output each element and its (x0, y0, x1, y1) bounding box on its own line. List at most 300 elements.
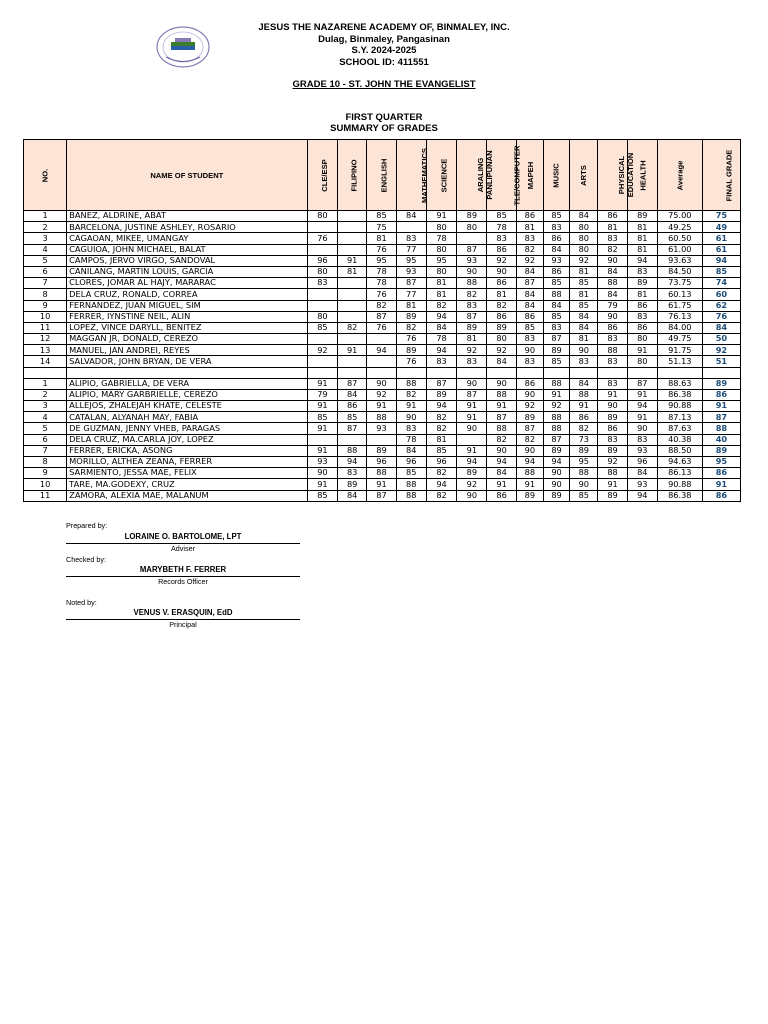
col-header-subject: MUSIC (543, 140, 570, 211)
subject-grade: 86 (627, 322, 657, 333)
subject-grade: 86 (517, 378, 544, 389)
subject-grade: 84 (627, 468, 657, 479)
subject-grade: 86 (517, 311, 544, 322)
subject-grade: 86 (598, 322, 628, 333)
subject-grade: 91 (396, 401, 426, 412)
subject-grade: 94 (426, 479, 457, 490)
table-row (24, 423, 741, 434)
row-number: 8 (24, 456, 67, 467)
subject-grade: 90 (598, 255, 628, 266)
subject-grade: 91 (307, 423, 338, 434)
empty-cell (426, 367, 457, 378)
subject-grade: 86 (487, 311, 517, 322)
final-grade: 74 (702, 278, 740, 289)
subject-grade (367, 434, 397, 445)
subject-grade: 90 (457, 378, 487, 389)
subject-grade: 80 (487, 334, 517, 345)
final-grade: 87 (702, 412, 740, 423)
subject-grade: 76 (396, 356, 426, 367)
row-number: 14 (24, 356, 67, 367)
student-name: MAGGAN JR, DONALD, CEREZO (67, 334, 307, 345)
subject-grade: 77 (396, 289, 426, 300)
subject-grade: 83 (598, 378, 628, 389)
subject-grade: 94 (627, 490, 657, 501)
table-row (24, 233, 741, 244)
subject-grade: 85 (543, 211, 570, 222)
subject-grade: 93 (457, 255, 487, 266)
subject-grade (338, 289, 367, 300)
subject-grade: 87 (517, 278, 544, 289)
subject-grade: 88 (598, 278, 628, 289)
row-number: 9 (24, 468, 67, 479)
student-name: FERRER, ERICKA, ASONG (67, 445, 307, 456)
subject-grade: 80 (627, 356, 657, 367)
subject-grade: 78 (426, 233, 457, 244)
checked-by-label: Checked by: (66, 555, 106, 564)
subject-grade: 80 (426, 244, 457, 255)
row-number: 3 (24, 233, 67, 244)
subject-grade: 73 (570, 434, 598, 445)
table-row (24, 278, 741, 289)
subject-grade: 91 (457, 445, 487, 456)
subject-grade: 88 (396, 479, 426, 490)
average-grade: 84.50 (657, 266, 702, 277)
subject-grade: 91 (570, 401, 598, 412)
final-grade: 49 (702, 222, 740, 233)
noted-by-role: Principal (169, 620, 197, 629)
subject-grade: 89 (487, 322, 517, 333)
student-name: DE GUZMAN, JENNY VHEB, PARAGAS (67, 423, 307, 434)
final-grade: 86 (702, 389, 740, 400)
subject-grade: 84 (570, 322, 598, 333)
subject-grade: 85 (487, 211, 517, 222)
subject-grade: 90 (487, 445, 517, 456)
average-grade: 84.00 (657, 322, 702, 333)
subject-grade: 82 (426, 490, 457, 501)
average-grade: 87.13 (657, 412, 702, 423)
empty-cell (543, 367, 570, 378)
student-name: LOPEZ, VINCE DARYLL, BENITEZ (67, 322, 307, 333)
final-grade: 60 (702, 289, 740, 300)
average-grade: 76.13 (657, 311, 702, 322)
subject-grade: 85 (338, 412, 367, 423)
student-name: DELA CRUZ, RONALD, CORREA (67, 289, 307, 300)
grades-body (24, 211, 741, 502)
subject-grade: 92 (457, 345, 487, 356)
final-grade: 84 (702, 322, 740, 333)
row-number: 7 (24, 445, 67, 456)
noted-by-name: VENUS V. ERASQUIN, EdD (133, 608, 233, 617)
subject-grade: 81 (457, 334, 487, 345)
subject-grade (396, 222, 426, 233)
subject-grade: 87 (396, 278, 426, 289)
subject-grade (338, 211, 367, 222)
subject-grade: 88 (543, 423, 570, 434)
prepared-by-name: LORAINE O. BARTOLOME, LPT (124, 532, 242, 541)
subject-grade: 82 (367, 300, 397, 311)
subject-grade (307, 434, 338, 445)
row-number: 9 (24, 300, 67, 311)
subject-grade: 87 (457, 311, 487, 322)
subject-grade: 86 (570, 412, 598, 423)
subject-grade: 92 (457, 479, 487, 490)
subject-grade: 84 (338, 389, 367, 400)
subject-grade: 87 (487, 412, 517, 423)
average-grade: 60.13 (657, 289, 702, 300)
subject-grade: 82 (457, 289, 487, 300)
table-row (24, 244, 741, 255)
subject-grade: 86 (338, 401, 367, 412)
subject-grade: 85 (570, 300, 598, 311)
school-year: S.Y. 2024-2025 (351, 45, 417, 56)
final-grade: 75 (702, 211, 740, 222)
subject-grade: 76 (367, 289, 397, 300)
row-number: 3 (24, 401, 67, 412)
subject-grade: 90 (543, 468, 570, 479)
subject-grade: 82 (426, 300, 457, 311)
student-name: TARE, MA.GODEXY, CRUZ (67, 479, 307, 490)
subject-grade (307, 289, 338, 300)
subject-grade: 89 (396, 311, 426, 322)
subject-grade: 81 (426, 278, 457, 289)
subject-grade: 82 (570, 423, 598, 434)
subject-grade: 83 (426, 356, 457, 367)
subject-grade: 83 (543, 222, 570, 233)
col-header-average: Average (657, 140, 702, 211)
subject-grade: 81 (570, 334, 598, 345)
subject-grade: 91 (307, 479, 338, 490)
col-header-subject: PHYSICAL EDUCATION (598, 140, 628, 211)
subject-grade: 90 (598, 311, 628, 322)
subject-grade (338, 434, 367, 445)
subject-grade: 87 (426, 378, 457, 389)
table-row (24, 389, 741, 400)
subject-grade: 82 (426, 412, 457, 423)
subject-grade: 96 (367, 456, 397, 467)
subject-grade: 90 (487, 266, 517, 277)
subject-grade: 90 (457, 490, 487, 501)
subject-grade: 89 (426, 389, 457, 400)
subject-grade: 95 (570, 456, 598, 467)
final-grade: 95 (702, 456, 740, 467)
table-row (24, 445, 741, 456)
subject-grade: 89 (517, 412, 544, 423)
subject-grade: 83 (627, 434, 657, 445)
subject-grade: 94 (426, 311, 457, 322)
subject-grade: 83 (517, 233, 544, 244)
subject-grade: 94 (338, 456, 367, 467)
subject-grade: 78 (367, 266, 397, 277)
subject-grade: 88 (543, 378, 570, 389)
school-header (0, 22, 768, 68)
subject-grade: 89 (543, 345, 570, 356)
subject-grade: 93 (627, 479, 657, 490)
prepared-by-role: Adviser (171, 544, 195, 553)
subject-grade: 81 (396, 300, 426, 311)
subject-grade: 81 (487, 289, 517, 300)
final-grade: 76 (702, 311, 740, 322)
subject-grade: 79 (598, 300, 628, 311)
col-header-subject: ENGLISH (367, 140, 397, 211)
subject-grade: 91 (426, 211, 457, 222)
subject-grade: 92 (487, 255, 517, 266)
subject-grade: 79 (307, 389, 338, 400)
school-name: JESUS THE NAZARENE ACADEMY OF, BINMALEY, INC. (258, 22, 510, 33)
subject-grade: 88 (543, 412, 570, 423)
subject-grade: 91 (598, 389, 628, 400)
subject-grade: 92 (487, 345, 517, 356)
subject-grade: 89 (598, 445, 628, 456)
group-separator-row (24, 367, 741, 378)
subject-grade: 94 (457, 456, 487, 467)
subject-grade: 82 (396, 389, 426, 400)
subject-grade: 82 (517, 434, 544, 445)
subject-grade: 90 (570, 345, 598, 356)
subject-grade: 91 (338, 345, 367, 356)
subject-grade: 88 (598, 468, 628, 479)
student-name: DELA CRUZ, MA.CARLA JOY, LOPEZ (67, 434, 307, 445)
empty-cell (517, 367, 544, 378)
subject-grade: 84 (517, 300, 544, 311)
subject-grade: 85 (543, 311, 570, 322)
table-row (24, 468, 741, 479)
subject-grade: 80 (570, 233, 598, 244)
subject-grade: 96 (396, 456, 426, 467)
subject-grade: 95 (426, 255, 457, 266)
subject-grade: 90 (543, 479, 570, 490)
table-header-row (24, 140, 741, 211)
student-name: CLORES, JOMAR AL HAJY, MARARAC (67, 278, 307, 289)
subject-grade: 85 (307, 412, 338, 423)
subject-grade: 91 (307, 401, 338, 412)
row-number: 13 (24, 345, 67, 356)
subject-grade: 85 (426, 445, 457, 456)
row-number: 10 (24, 479, 67, 490)
final-grade: 89 (702, 378, 740, 389)
student-name: CAGUIOA, JOHN MICHAEL, BALAT (67, 244, 307, 255)
subject-grade: 94 (627, 255, 657, 266)
subject-grade: 75 (367, 222, 397, 233)
subject-grade: 90 (517, 345, 544, 356)
subject-grade: 88 (570, 468, 598, 479)
table-row (24, 334, 741, 345)
subject-grade: 94 (426, 401, 457, 412)
col-header-subject: TLE/COMPUTER (487, 140, 517, 211)
subject-grade (338, 222, 367, 233)
student-name: MANUEL, JAN ANDREI, REYES (67, 345, 307, 356)
subject-grade (457, 233, 487, 244)
subject-grade: 86 (598, 423, 628, 434)
subject-grade: 83 (396, 423, 426, 434)
subject-grade: 84 (570, 211, 598, 222)
subject-grade: 94 (627, 401, 657, 412)
row-number: 4 (24, 412, 67, 423)
subject-grade: 90 (307, 468, 338, 479)
row-number: 12 (24, 334, 67, 345)
empty-cell (598, 367, 628, 378)
student-name: ALIPIO, GABRIELLA, DE VERA (67, 378, 307, 389)
subject-grade: 91 (487, 479, 517, 490)
average-grade: 90.88 (657, 401, 702, 412)
table-row (24, 300, 741, 311)
subject-grade: 80 (307, 311, 338, 322)
table-row (24, 356, 741, 367)
subject-grade (367, 356, 397, 367)
empty-cell (702, 367, 740, 378)
subject-grade: 90 (517, 389, 544, 400)
subject-grade: 91 (367, 401, 397, 412)
subject-grade: 90 (487, 378, 517, 389)
average-grade: 88.63 (657, 378, 702, 389)
subject-grade: 84 (396, 445, 426, 456)
table-row (24, 456, 741, 467)
subject-grade: 82 (338, 322, 367, 333)
table-row (24, 255, 741, 266)
subject-grade (338, 311, 367, 322)
subject-grade: 84 (487, 356, 517, 367)
row-number: 7 (24, 278, 67, 289)
subject-grade: 92 (367, 389, 397, 400)
student-name: ALLEJOS, ZHALEJAH KHATE, CELESTE (67, 401, 307, 412)
table-row (24, 222, 741, 233)
student-name: SARMIENTO, JESSA MAE, FELIX (67, 468, 307, 479)
subject-grade: 84 (570, 378, 598, 389)
empty-cell (396, 367, 426, 378)
empty-cell (367, 367, 397, 378)
subject-grade: 76 (307, 233, 338, 244)
col-header-subject: MAPEH (517, 140, 544, 211)
subject-grade: 90 (598, 401, 628, 412)
subject-grade: 81 (426, 289, 457, 300)
subject-grade: 88 (367, 412, 397, 423)
subject-grade: 85 (517, 322, 544, 333)
subject-grade: 84 (426, 322, 457, 333)
subject-grade: 92 (570, 255, 598, 266)
subject-grade: 85 (543, 278, 570, 289)
subject-grade: 91 (598, 479, 628, 490)
table-row (24, 266, 741, 277)
school-id: SCHOOL ID: 411551 (339, 56, 429, 68)
subject-grade: 90 (367, 378, 397, 389)
subject-grade: 94 (517, 456, 544, 467)
subject-grade: 91 (627, 389, 657, 400)
subject-grade: 76 (367, 322, 397, 333)
student-name: CANILANG, MARTIN LOUIS, GARCIA (67, 266, 307, 277)
subject-grade: 85 (307, 322, 338, 333)
student-name: MORILLO, ALTHEA ZEANA, FERRER (67, 456, 307, 467)
subject-grade: 85 (367, 211, 397, 222)
subject-grade: 88 (543, 289, 570, 300)
row-number: 4 (24, 244, 67, 255)
subject-grade: 92 (598, 456, 628, 467)
noted-by-label: Noted by: (66, 598, 97, 607)
col-header-no: NO. (24, 140, 67, 211)
subject-grade: 92 (517, 255, 544, 266)
average-grade: 93.63 (657, 255, 702, 266)
subject-grade (307, 300, 338, 311)
row-number: 1 (24, 378, 67, 389)
subject-grade: 89 (598, 490, 628, 501)
row-number: 11 (24, 490, 67, 501)
col-header-name: NAME OF STUDENT (67, 140, 307, 211)
subject-grade: 87 (457, 389, 487, 400)
subject-grade: 91 (367, 479, 397, 490)
average-grade: 86.38 (657, 389, 702, 400)
final-grade: 62 (702, 300, 740, 311)
col-header-subject: ARTS (570, 140, 598, 211)
subject-grade: 83 (396, 233, 426, 244)
subject-grade: 77 (396, 244, 426, 255)
subject-grade: 81 (426, 434, 457, 445)
subject-grade: 78 (367, 278, 397, 289)
final-grade: 86 (702, 490, 740, 501)
subject-grade: 88 (457, 278, 487, 289)
subject-grade: 86 (487, 278, 517, 289)
subject-grade: 81 (627, 244, 657, 255)
subject-grade: 88 (338, 445, 367, 456)
subject-grade: 96 (426, 456, 457, 467)
subject-grade: 87 (543, 334, 570, 345)
subject-grade: 88 (570, 389, 598, 400)
table-row (24, 345, 741, 356)
table-row (24, 311, 741, 322)
subject-grade: 81 (570, 266, 598, 277)
subject-grade: 91 (457, 401, 487, 412)
col-header-subject: FILIPINO (338, 140, 367, 211)
subject-grade: 89 (570, 445, 598, 456)
grade-section-title (0, 79, 768, 90)
average-grade: 60.50 (657, 233, 702, 244)
final-grade: 91 (702, 401, 740, 412)
subject-grade: 90 (627, 423, 657, 434)
empty-cell (487, 367, 517, 378)
average-grade: 73.75 (657, 278, 702, 289)
row-number: 5 (24, 255, 67, 266)
table-row (24, 322, 741, 333)
subject-grade: 93 (627, 445, 657, 456)
subject-grade: 76 (367, 244, 397, 255)
subject-grade: 81 (570, 289, 598, 300)
average-grade: 75.00 (657, 211, 702, 222)
subject-grade: 87 (457, 244, 487, 255)
subject-grade (457, 434, 487, 445)
subject-grade: 93 (307, 456, 338, 467)
final-grade: 91 (702, 479, 740, 490)
table-row (24, 434, 741, 445)
final-grade: 51 (702, 356, 740, 367)
subject-grade: 89 (457, 468, 487, 479)
subject-grade: 86 (487, 490, 517, 501)
subject-grade: 87 (517, 423, 544, 434)
subject-grade: 83 (457, 300, 487, 311)
subject-grade: 91 (338, 255, 367, 266)
final-grade: 92 (702, 345, 740, 356)
grades-table (23, 139, 741, 502)
quarter-label: FIRST QUARTER (345, 112, 423, 123)
subject-grade (367, 334, 397, 345)
subject-grade: 91 (487, 401, 517, 412)
subject-grade: 83 (517, 334, 544, 345)
subject-grade: 95 (367, 255, 397, 266)
subject-grade: 82 (487, 434, 517, 445)
subject-grade (307, 356, 338, 367)
subject-grade: 84 (396, 211, 426, 222)
subject-grade: 82 (426, 468, 457, 479)
student-name: FERRER, IYNSTINE NEIL, ALIN (67, 311, 307, 322)
average-grade: 61.00 (657, 244, 702, 255)
average-grade: 61.75 (657, 300, 702, 311)
subject-grade: 84 (598, 266, 628, 277)
